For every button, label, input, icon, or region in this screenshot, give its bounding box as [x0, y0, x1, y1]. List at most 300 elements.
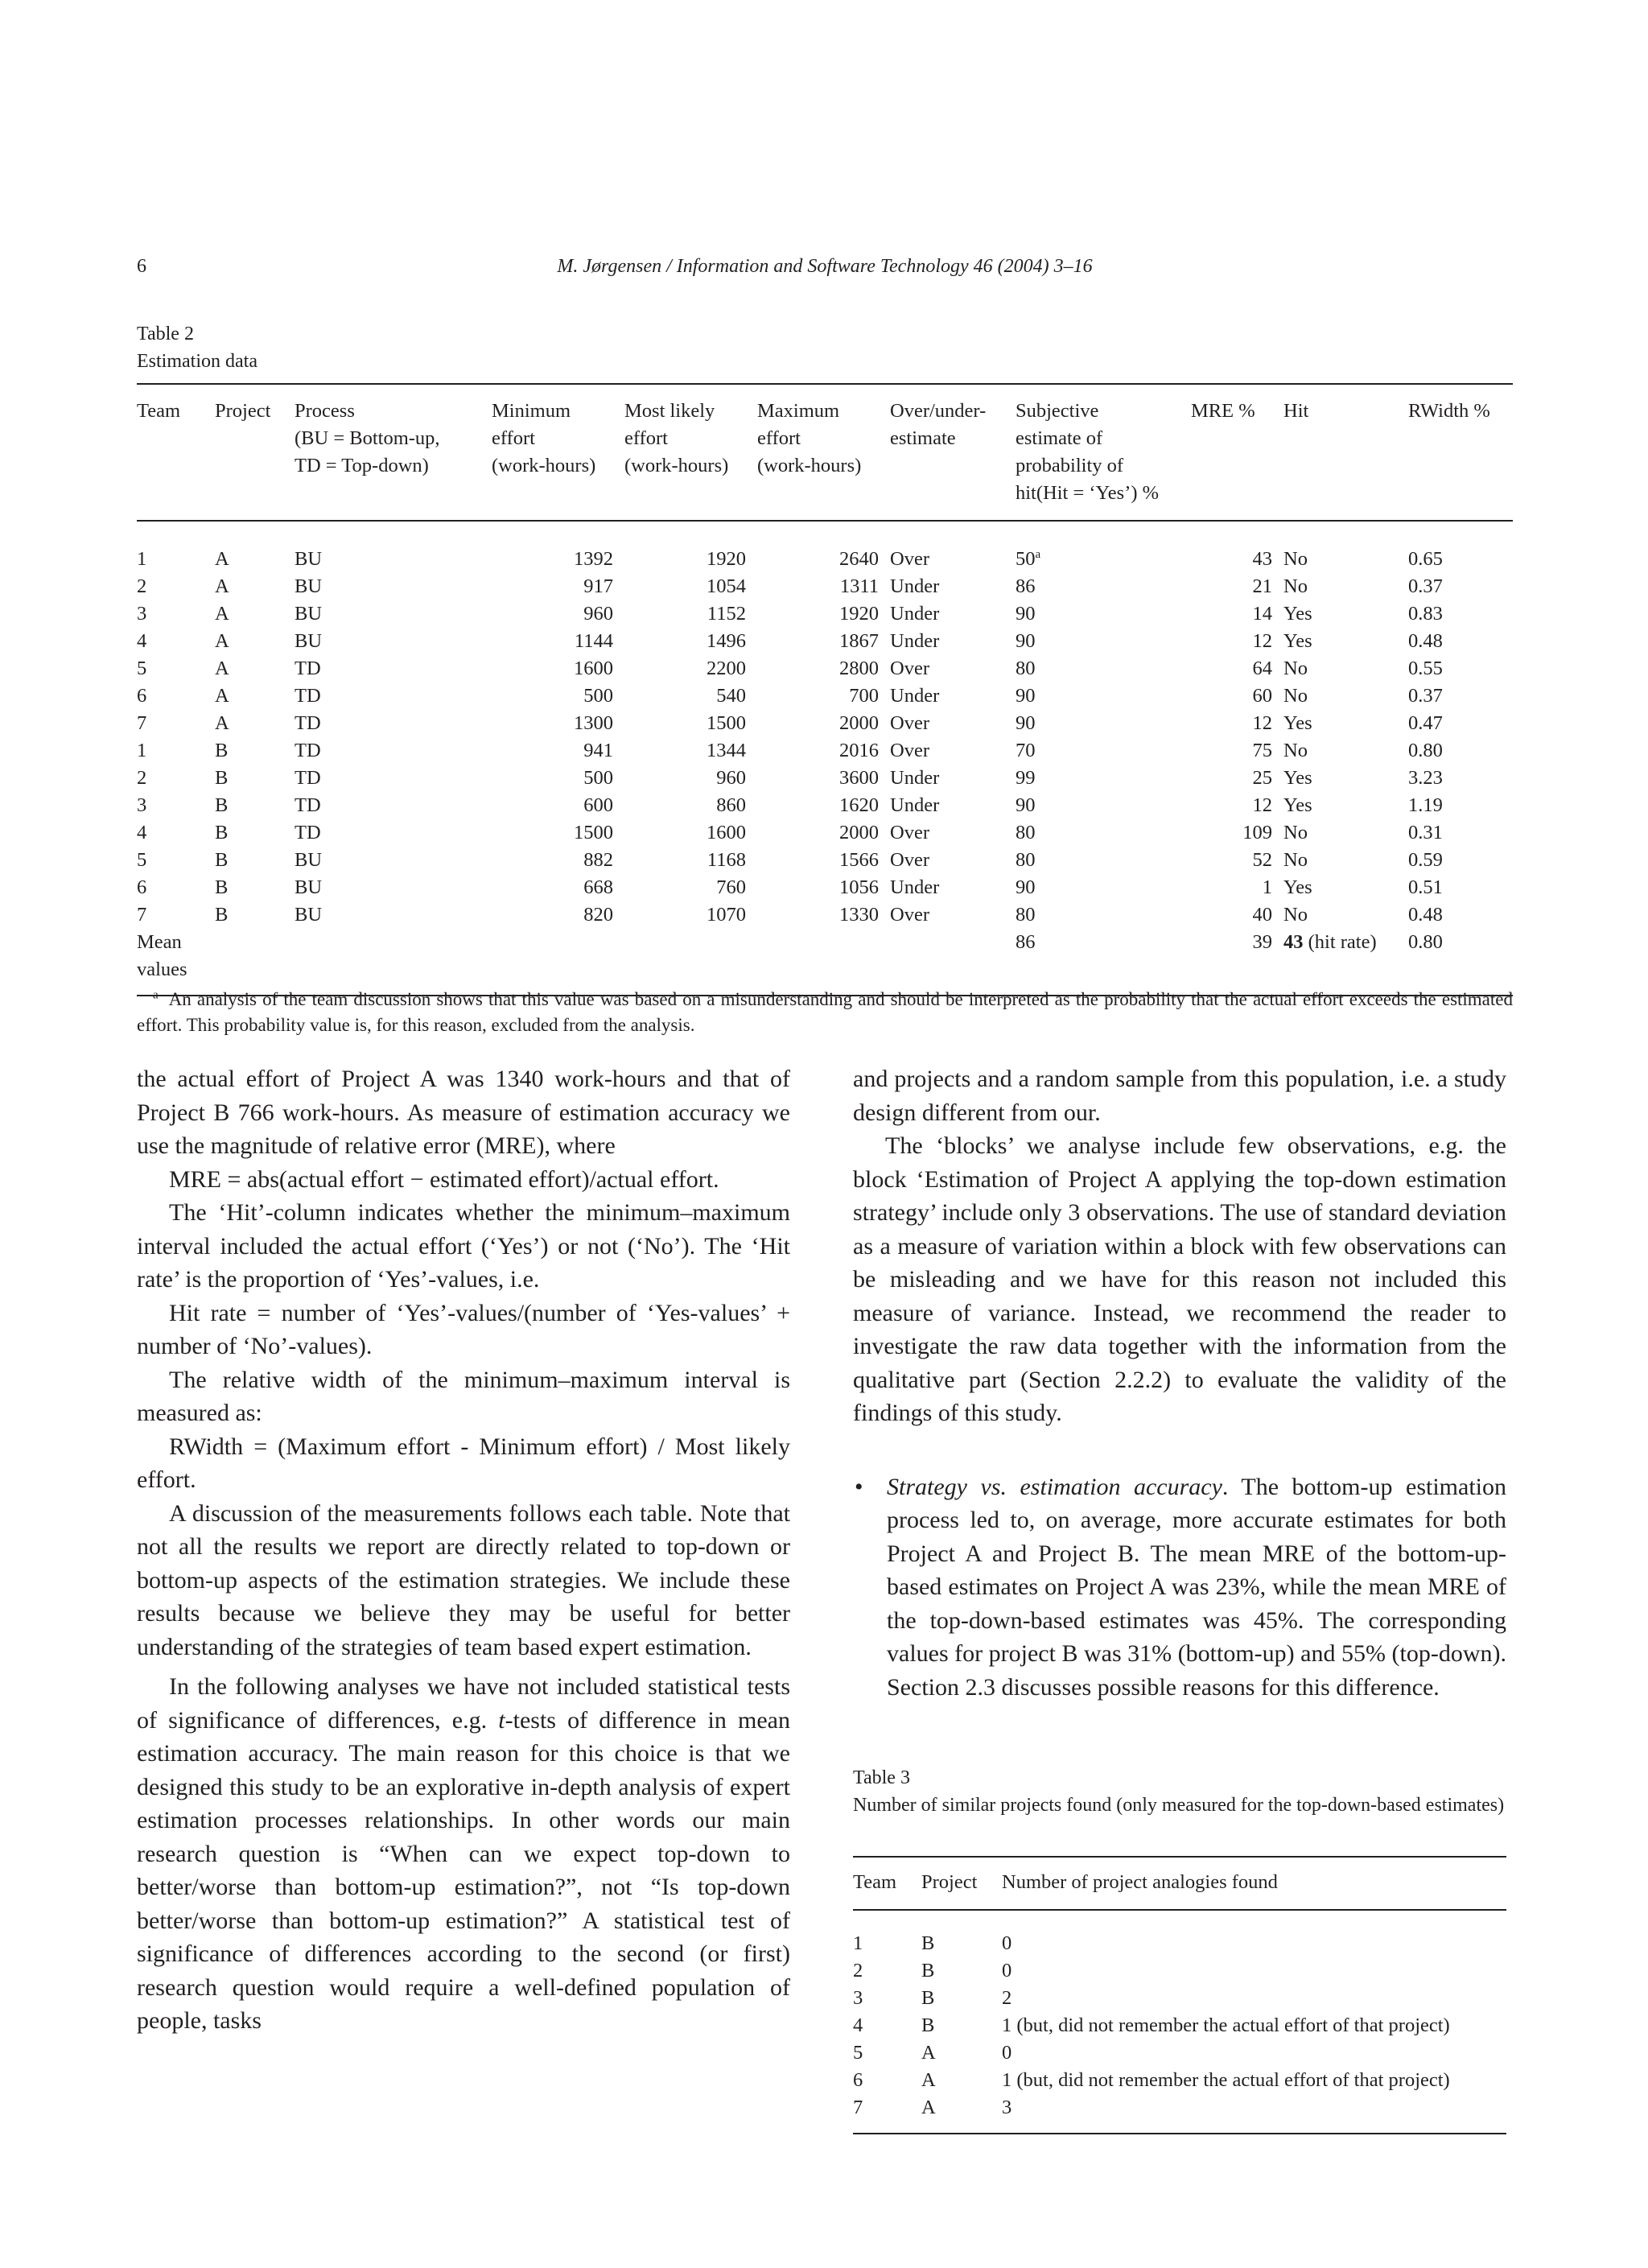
- cell-rwidth: [1408, 573, 1513, 600]
- cell-max-value: 3600: [839, 767, 879, 789]
- cell-min: [492, 655, 624, 682]
- journal-citation: M. Jørgensen / Information and Software Technology 46 (2004) 3–16: [557, 256, 1093, 277]
- cell-process: [295, 792, 492, 819]
- cell-likely: [624, 710, 757, 737]
- cell-rwidth: [1408, 874, 1513, 901]
- cell-rwidth: [1408, 600, 1513, 628]
- cell-subjective-value: 80: [1016, 904, 1036, 926]
- cell-project-value: B: [215, 767, 229, 789]
- cell-hit: [1283, 521, 1408, 573]
- cell-hit: [1283, 819, 1408, 847]
- left-p3: The ‘Hit’-column indicates whether the minimum–maximum interval included the actual effort (‘Yes’) or not (‘No’). The ‘Hit rate’ is the proportion of ‘Yes’-values, i.e.: [137, 1199, 790, 1293]
- cell-project-value: A: [215, 548, 229, 570]
- cell-team: [137, 682, 215, 710]
- cell-min: [492, 682, 624, 710]
- th-rwidth: RWidth %: [1408, 400, 1490, 422]
- cell-team-value: 5: [137, 658, 147, 679]
- footnote-ref: a: [1035, 547, 1041, 561]
- cell-mre-value: 12: [1252, 794, 1272, 816]
- cell-max-value: 1311: [839, 575, 879, 597]
- cell-max: [757, 765, 890, 792]
- cell-mre-value: 25: [1252, 767, 1272, 789]
- cell-subjective: [1016, 819, 1191, 847]
- left-p1: the actual effort of Project A was 1340 work-hours and that of Project B 766 work-hours. As measure of estimation accuracy we use the magnitude of relative error (MRE), where: [137, 1066, 790, 1159]
- table2-body: [137, 521, 1513, 996]
- cell-mre-value: 21: [1252, 575, 1272, 597]
- cell-rwidth-value: 0.37: [1408, 685, 1443, 707]
- th-subjective-2: estimate of: [1016, 427, 1103, 449]
- cell-overunder-value: Over: [890, 740, 929, 761]
- cell-mre: [1191, 628, 1283, 655]
- cell-likely: [624, 573, 757, 600]
- cell-overunder-value: Over: [890, 712, 929, 734]
- cell-likely: [624, 600, 757, 628]
- cell-min: [492, 874, 624, 901]
- cell-process-value: TD: [295, 767, 321, 789]
- cell-overunder-value: Over: [890, 822, 929, 843]
- cell-subjective: [1016, 737, 1191, 765]
- cell-overunder: [890, 600, 1016, 628]
- cell-likely-value: 1600: [707, 822, 746, 843]
- cell-team-value: 7: [137, 712, 147, 734]
- cell-min-value: 500: [583, 767, 613, 789]
- cell-min: [492, 819, 624, 847]
- cell-team-value: 6: [137, 685, 147, 707]
- cell-hit: [1283, 600, 1408, 628]
- th-min-3: (work-hours): [492, 455, 596, 476]
- cell-max: [757, 847, 890, 874]
- cell-team-value: 3: [137, 603, 147, 625]
- th-min-2: effort: [492, 427, 535, 449]
- cell-process-value: BU: [295, 630, 323, 652]
- cell-team-value: 2: [137, 767, 147, 789]
- cell-process-value: BU: [295, 849, 323, 871]
- cell-min-value: 960: [583, 603, 613, 625]
- cell-rwidth: [1408, 792, 1513, 819]
- cell-overunder-value: Under: [890, 685, 940, 707]
- cell-rwidth-value: 0.31: [1408, 822, 1443, 843]
- table3: [853, 1856, 1506, 2134]
- th-mre: MRE %: [1191, 400, 1255, 422]
- cell-mre-value: 1: [1262, 876, 1272, 898]
- cell-max-value: 1867: [839, 630, 879, 652]
- th-likely-3: (work-hours): [624, 455, 729, 476]
- cell-mre-value: 14: [1252, 603, 1272, 625]
- cell-project: [215, 847, 295, 874]
- cell-overunder-value: Under: [890, 794, 940, 816]
- cell-overunder: [890, 628, 1016, 655]
- cell-subjective-value: 80: [1016, 849, 1036, 871]
- left-p8-t: t: [498, 1706, 505, 1734]
- th-subjective-1: Subjective: [1016, 400, 1099, 422]
- mean-hit-suffix: (hit rate): [1308, 931, 1377, 953]
- cell-overunder: [890, 573, 1016, 600]
- cell-process: [295, 737, 492, 765]
- cell-max-value: 2000: [839, 712, 879, 734]
- cell-project-value: B: [215, 740, 229, 761]
- cell-process: [295, 847, 492, 874]
- left-p8-b: -tests of difference in mean estimation accuracy. The main reason for this choice is that we designed this study to be an explorative in-depth analysis of expert estimation processes relationships. In other words our main research question is “When can we expect top-down to better/worse than bottom-up estimation?”, not “Is top-down better/worse than bottom-up estimation?” A statistical test of significance of differences according to the second (or first) research question would require a well-defined population of people, tasks: [137, 1706, 790, 2034]
- cell-team: [137, 655, 215, 682]
- cell-subjective: [1016, 655, 1191, 682]
- cell-hit-value: Yes: [1283, 794, 1312, 816]
- th-process-1: Process: [295, 400, 355, 422]
- cell-process: [295, 874, 492, 901]
- bullet-title: Strategy vs. estimation accuracy: [887, 1473, 1222, 1500]
- left-p7: A discussion of the measurements follows each table. Note that not all the results we report are directly related to top-down or bottom-up aspects of the estimation strategies. We include these results because we believe they may be useful for better understanding of the strategies of team based expert estimation.: [137, 1499, 790, 1660]
- table2: [137, 383, 1513, 996]
- cell-likely: [624, 765, 757, 792]
- cell-overunder: [890, 819, 1016, 847]
- cell-subjective-value: 70: [1016, 740, 1036, 761]
- cell-team: [137, 765, 215, 792]
- cell-hit: [1283, 901, 1408, 929]
- cell-max: [757, 600, 890, 628]
- cell-subjective-value: 99: [1016, 767, 1036, 789]
- bullet-strategy-accuracy: [853, 1470, 1506, 1705]
- t3-cell-project: A: [921, 2097, 936, 2118]
- cell-subjective-value: 80: [1016, 658, 1036, 679]
- cell-project: [215, 819, 295, 847]
- cell-hit: [1283, 765, 1408, 792]
- cell-overunder-value: Over: [890, 904, 929, 926]
- cell-hit: [1283, 874, 1408, 901]
- cell-rwidth: [1408, 628, 1513, 655]
- cell-team-value: 6: [137, 876, 147, 898]
- cell-subjective-value: 86: [1016, 575, 1036, 597]
- table2-mean-row: [137, 929, 1513, 996]
- cell-rwidth-value: 0.65: [1408, 548, 1443, 570]
- cell-process-value: TD: [295, 685, 321, 707]
- cell-subjective: [1016, 874, 1191, 901]
- cell-process: [295, 682, 492, 710]
- cell-min-value: 1392: [574, 548, 613, 570]
- cell-min-value: 1144: [574, 630, 613, 652]
- cell-process-value: BU: [295, 904, 323, 926]
- right-p2: The ‘blocks’ we analyse include few observations, e.g. the block ‘Estimation of Project A applying the top-down estimation strategy’ include only 3 observations. The use of standard deviation as a measure of variation within a block with few observations can be misleading and we have for this reason not included this measure of variance. Instead, we recommend the reader to investigate the raw data together with the information from the qualitative part (Section 2.2.2) to evaluate the validity of the findings of this study.: [853, 1132, 1506, 1426]
- cell-likely: [624, 628, 757, 655]
- mean-subjective: 86: [1016, 931, 1036, 953]
- cell-process: [295, 710, 492, 737]
- cell-overunder: [890, 521, 1016, 573]
- cell-min-value: 882: [583, 849, 613, 871]
- cell-team: [137, 819, 215, 847]
- cell-team-value: 5: [137, 849, 147, 871]
- mean-label-2: values: [137, 959, 187, 980]
- t3-cell-team: 1: [853, 1932, 863, 1954]
- cell-overunder: [890, 682, 1016, 710]
- cell-rwidth-value: 1.19: [1408, 794, 1443, 816]
- th-overunder: [890, 384, 1016, 521]
- cell-overunder-value: Under: [890, 603, 940, 625]
- page-number: 6: [137, 256, 146, 277]
- cell-overunder-value: Over: [890, 849, 929, 871]
- cell-likely-value: 1054: [707, 575, 746, 597]
- cell-hit: [1283, 682, 1408, 710]
- cell-rwidth-value: 0.83: [1408, 603, 1443, 625]
- cell-team: [137, 573, 215, 600]
- cell-min-value: 1300: [574, 712, 613, 734]
- cell-hit: [1283, 628, 1408, 655]
- table-row: [853, 2039, 1506, 2067]
- cell-max: [757, 682, 890, 710]
- cell-subjective: [1016, 628, 1191, 655]
- table-row: [137, 901, 1513, 929]
- th-subjective-4: hit(Hit = ‘Yes’) %: [1016, 482, 1160, 504]
- cell-process-value: TD: [295, 740, 321, 761]
- table3-title: Number of similar projects found (only measured for the top-down-based estimates): [853, 1795, 1505, 1816]
- cell-hit-value: No: [1283, 685, 1308, 707]
- cell-project-value: A: [215, 712, 229, 734]
- cell-rwidth: [1408, 655, 1513, 682]
- mean-rwidth: 0.80: [1408, 931, 1443, 953]
- cell-project-value: B: [215, 822, 229, 843]
- cell-process: [295, 628, 492, 655]
- t3-cell-team: 4: [853, 2014, 863, 2036]
- cell-subjective-value: 80: [1016, 822, 1036, 843]
- cell-mre-value: 60: [1252, 685, 1272, 707]
- cell-process-value: BU: [295, 876, 323, 898]
- table-row: [853, 2067, 1506, 2094]
- cell-hit-value: No: [1283, 822, 1308, 843]
- cell-max-value: 1920: [839, 603, 879, 625]
- cell-min: [492, 765, 624, 792]
- cell-min: [492, 521, 624, 573]
- th-subjective: [1016, 384, 1191, 521]
- cell-mre: [1191, 573, 1283, 600]
- cell-max: [757, 737, 890, 765]
- cell-subjective-value: 90: [1016, 794, 1036, 816]
- cell-rwidth: [1408, 901, 1513, 929]
- th-hit: Hit: [1283, 400, 1309, 422]
- table-row: [137, 737, 1513, 765]
- cell-likely-value: 540: [716, 685, 746, 707]
- cell-subjective-value: 90: [1016, 603, 1036, 625]
- t3-cell-team: 6: [853, 2069, 863, 2091]
- table-row: [853, 2094, 1506, 2134]
- cell-project-value: B: [215, 849, 229, 871]
- th-max-1: Maximum: [757, 400, 840, 422]
- cell-min-value: 1500: [574, 822, 613, 843]
- t3-cell-analogies: 3: [1002, 2097, 1012, 2118]
- cell-project-value: A: [215, 575, 229, 597]
- cell-project: [215, 682, 295, 710]
- cell-team: [137, 600, 215, 628]
- cell-process-value: BU: [295, 548, 323, 570]
- table-row: [853, 1957, 1506, 1985]
- cell-max: [757, 792, 890, 819]
- cell-hit: [1283, 710, 1408, 737]
- t3-cell-team: 2: [853, 1960, 863, 1981]
- cell-hit-value: Yes: [1283, 603, 1312, 625]
- table-row: [137, 710, 1513, 737]
- cell-mre: [1191, 819, 1283, 847]
- cell-mre: [1191, 901, 1283, 929]
- th-overunder-1: Over/under-: [890, 400, 987, 422]
- cell-likely: [624, 521, 757, 573]
- t3-th-analogies: Number of project analogies found: [1002, 1871, 1278, 1893]
- cell-mre: [1191, 874, 1283, 901]
- cell-project: [215, 765, 295, 792]
- table2-header-row: [137, 384, 1513, 521]
- cell-overunder: [890, 655, 1016, 682]
- cell-project: [215, 737, 295, 765]
- cell-min: [492, 737, 624, 765]
- footnote-mark: a: [153, 988, 159, 1002]
- cell-max-value: 2640: [839, 548, 879, 570]
- table-row: [137, 521, 1513, 573]
- cell-min-value: 1600: [574, 658, 613, 679]
- th-process: [295, 384, 492, 521]
- cell-process-value: TD: [295, 822, 321, 843]
- cell-min-value: 600: [583, 794, 613, 816]
- cell-min-value: 941: [583, 740, 613, 761]
- cell-subjective-value: 50: [1016, 548, 1036, 570]
- cell-likely-value: 1070: [707, 904, 746, 926]
- cell-overunder-value: Under: [890, 630, 940, 652]
- cell-likely-value: 1500: [707, 712, 746, 734]
- cell-hit-value: No: [1283, 740, 1308, 761]
- t3-cell-team: 7: [853, 2097, 863, 2118]
- cell-likely-value: 1496: [707, 630, 746, 652]
- cell-max-value: 2000: [839, 822, 879, 843]
- cell-overunder: [890, 792, 1016, 819]
- cell-overunder: [890, 847, 1016, 874]
- left-p8: [137, 1670, 790, 2038]
- cell-process: [295, 901, 492, 929]
- cell-project-value: A: [215, 630, 229, 652]
- cell-team: [137, 521, 215, 573]
- cell-overunder-value: Under: [890, 876, 940, 898]
- cell-likely: [624, 737, 757, 765]
- t3-cell-analogies: 2: [1002, 1987, 1012, 2009]
- cell-team-value: 3: [137, 794, 147, 816]
- cell-likely-value: 960: [716, 767, 746, 789]
- th-subjective-3: probability of: [1016, 455, 1124, 476]
- cell-rwidth-value: 0.51: [1408, 876, 1443, 898]
- cell-hit: [1283, 792, 1408, 819]
- cell-rwidth-value: 0.37: [1408, 575, 1443, 597]
- cell-hit-value: Yes: [1283, 630, 1312, 652]
- cell-likely-value: 1920: [707, 548, 746, 570]
- footnote-text: An analysis of the team discussion shows that this value was based on a misunderstanding and should be interpreted as the probability that the actual effort exceeds the estimated effort. This probability value is, for this reason, excluded from the analysis.: [137, 989, 1513, 1035]
- cell-project-value: A: [215, 685, 229, 707]
- cell-project: [215, 655, 295, 682]
- cell-min: [492, 600, 624, 628]
- cell-rwidth: [1408, 737, 1513, 765]
- cell-hit: [1283, 655, 1408, 682]
- cell-mre: [1191, 792, 1283, 819]
- cell-subjective: [1016, 847, 1191, 874]
- cell-rwidth: [1408, 765, 1513, 792]
- cell-rwidth-value: 0.59: [1408, 849, 1443, 871]
- bullet-icon: •: [855, 1473, 863, 1500]
- cell-mre-value: 43: [1252, 548, 1272, 570]
- cell-subjective: [1016, 573, 1191, 600]
- cell-project: [215, 600, 295, 628]
- cell-project-value: A: [215, 658, 229, 679]
- cell-max: [757, 819, 890, 847]
- mean-hit: [1283, 929, 1408, 996]
- left-column: [137, 1062, 790, 2038]
- bullet-text: . The bottom-up estimation process led to, on average, more accurate estimates for both Project A and Project B. The mean MRE of the bottom-up-based estimates on Project A was 23%, while the mean MRE of the top-down-based estimates was 45%. The corresponding values for project B was 31% (bottom-up) and 55% (top-down). Section 2.3 discusses possible reasons for this difference.: [887, 1473, 1506, 1701]
- table-row: [137, 819, 1513, 847]
- mean-hit-value: 43: [1283, 931, 1304, 953]
- cell-subjective: [1016, 521, 1191, 573]
- cell-mre-value: 64: [1252, 658, 1272, 679]
- t3-cell-project: B: [921, 1960, 935, 1981]
- cell-max-value: 1330: [839, 904, 879, 926]
- table-row: [137, 874, 1513, 901]
- cell-rwidth-value: 3.23: [1408, 767, 1443, 789]
- t3-cell-project: A: [921, 2069, 936, 2091]
- cell-mre: [1191, 737, 1283, 765]
- cell-team: [137, 737, 215, 765]
- cell-max-value: 1056: [839, 876, 879, 898]
- table-row: [137, 600, 1513, 628]
- table-row: [137, 765, 1513, 792]
- table3-body: [853, 1910, 1506, 2134]
- t3-cell-analogies: 1 (but, did not remember the actual effort of that project): [1002, 2069, 1450, 2091]
- th-team: Team: [137, 400, 181, 422]
- cell-hit-value: No: [1283, 849, 1308, 871]
- th-process-2: (BU = Bottom-up,: [295, 427, 440, 449]
- cell-mre-value: 12: [1252, 712, 1272, 734]
- cell-process-value: BU: [295, 575, 323, 597]
- cell-subjective: [1016, 710, 1191, 737]
- t3-th-project: Project: [921, 1871, 978, 1893]
- cell-rwidth: [1408, 847, 1513, 874]
- cell-max-value: 1620: [839, 794, 879, 816]
- cell-subjective: [1016, 901, 1191, 929]
- right-p1: and projects and a random sample from this population, i.e. a study design different from our.: [853, 1066, 1506, 1126]
- cell-overunder-value: Under: [890, 767, 940, 789]
- cell-process-value: BU: [295, 603, 323, 625]
- left-p8-a: In the following analyses we have not included statistical tests of significance of differences, e.g.: [137, 1673, 790, 1734]
- cell-process: [295, 600, 492, 628]
- table2-caption: [137, 320, 258, 375]
- cell-likely: [624, 819, 757, 847]
- cell-hit: [1283, 573, 1408, 600]
- cell-mre-value: 109: [1242, 822, 1272, 843]
- table2-footnote: [137, 987, 1513, 1038]
- cell-likely: [624, 901, 757, 929]
- t3-cell-project: B: [921, 1932, 935, 1954]
- cell-rwidth-value: 0.80: [1408, 740, 1443, 761]
- cell-mre: [1191, 600, 1283, 628]
- cell-overunder: [890, 737, 1016, 765]
- mean-label-1: Mean: [137, 931, 182, 953]
- t3-cell-analogies: 0: [1002, 1932, 1012, 1954]
- table-row: [853, 2012, 1506, 2039]
- cell-max-value: 2016: [839, 740, 879, 761]
- table3-label: Table 3: [853, 1767, 910, 1788]
- t3-cell-project: B: [921, 1987, 935, 2009]
- cell-process: [295, 655, 492, 682]
- cell-subjective: [1016, 792, 1191, 819]
- table-row: [137, 682, 1513, 710]
- t3-th-team: Team: [853, 1871, 897, 1893]
- cell-subjective: [1016, 765, 1191, 792]
- table-row: [137, 792, 1513, 819]
- cell-overunder-value: Over: [890, 658, 929, 679]
- cell-hit-value: Yes: [1283, 712, 1312, 734]
- cell-hit-value: No: [1283, 658, 1308, 679]
- cell-process-value: TD: [295, 658, 321, 679]
- cell-mre-value: 75: [1252, 740, 1272, 761]
- cell-team-value: 4: [137, 630, 147, 652]
- cell-project: [215, 792, 295, 819]
